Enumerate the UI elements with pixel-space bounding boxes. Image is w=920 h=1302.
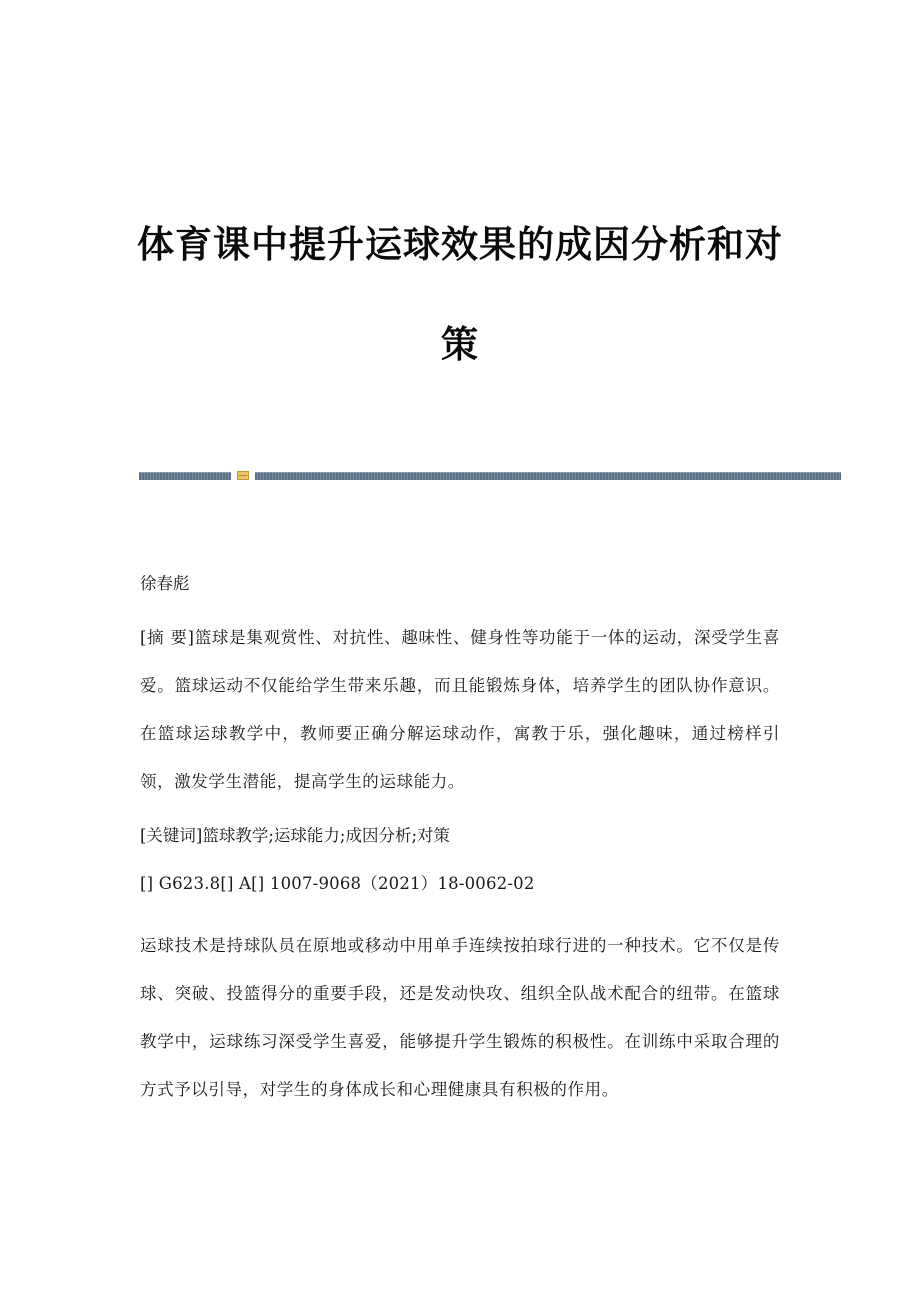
body-paragraph: 运球技术是持球队员在原地或移动中用单手连续按拍球行进的一种技术。它不仅是传球、突破、投篮得分的重要手段，还是发动快攻、组织全队战术配合的纽带。在篮球教学中，运球练习深受学生喜爱，能够提升学生锻炼的积极性。在训练中采取合理的方式予以引导，对学生的身体成长和心理健康具有积极的作用。 <box>140 936 780 1099</box>
page-title-line-2: 策 <box>441 323 479 366</box>
abstract-paragraph: [摘 要]篮球是集观赏性、对抗性、趣味性、健身性等功能于一体的运动，深受学生喜爱。篮球运动不仅能给学生带来乐趣，而且能锻炼身体，培养学生的团队协作意识。在篮球运球教学中，教师要正确分解运球动作，寓教于乐，强化趣味，通过榜样引领，激发学生潜能，提高学生的运球能力。 <box>140 628 780 791</box>
title-divider <box>139 470 841 480</box>
author-name: 徐春彪 <box>140 574 190 593</box>
keywords-line: [关键词]篮球教学;运球能力;成因分析;对策 <box>140 826 451 845</box>
classification-line: [] G623.8[] A[] 1007-9068（2021）18-0062-02 <box>140 874 535 893</box>
divider-ornament-icon <box>237 471 249 480</box>
divider-bar-right <box>255 472 841 480</box>
page-title-line-1: 体育课中提升运球效果的成因分析和对 <box>137 223 783 266</box>
divider-bar-left <box>139 472 231 480</box>
